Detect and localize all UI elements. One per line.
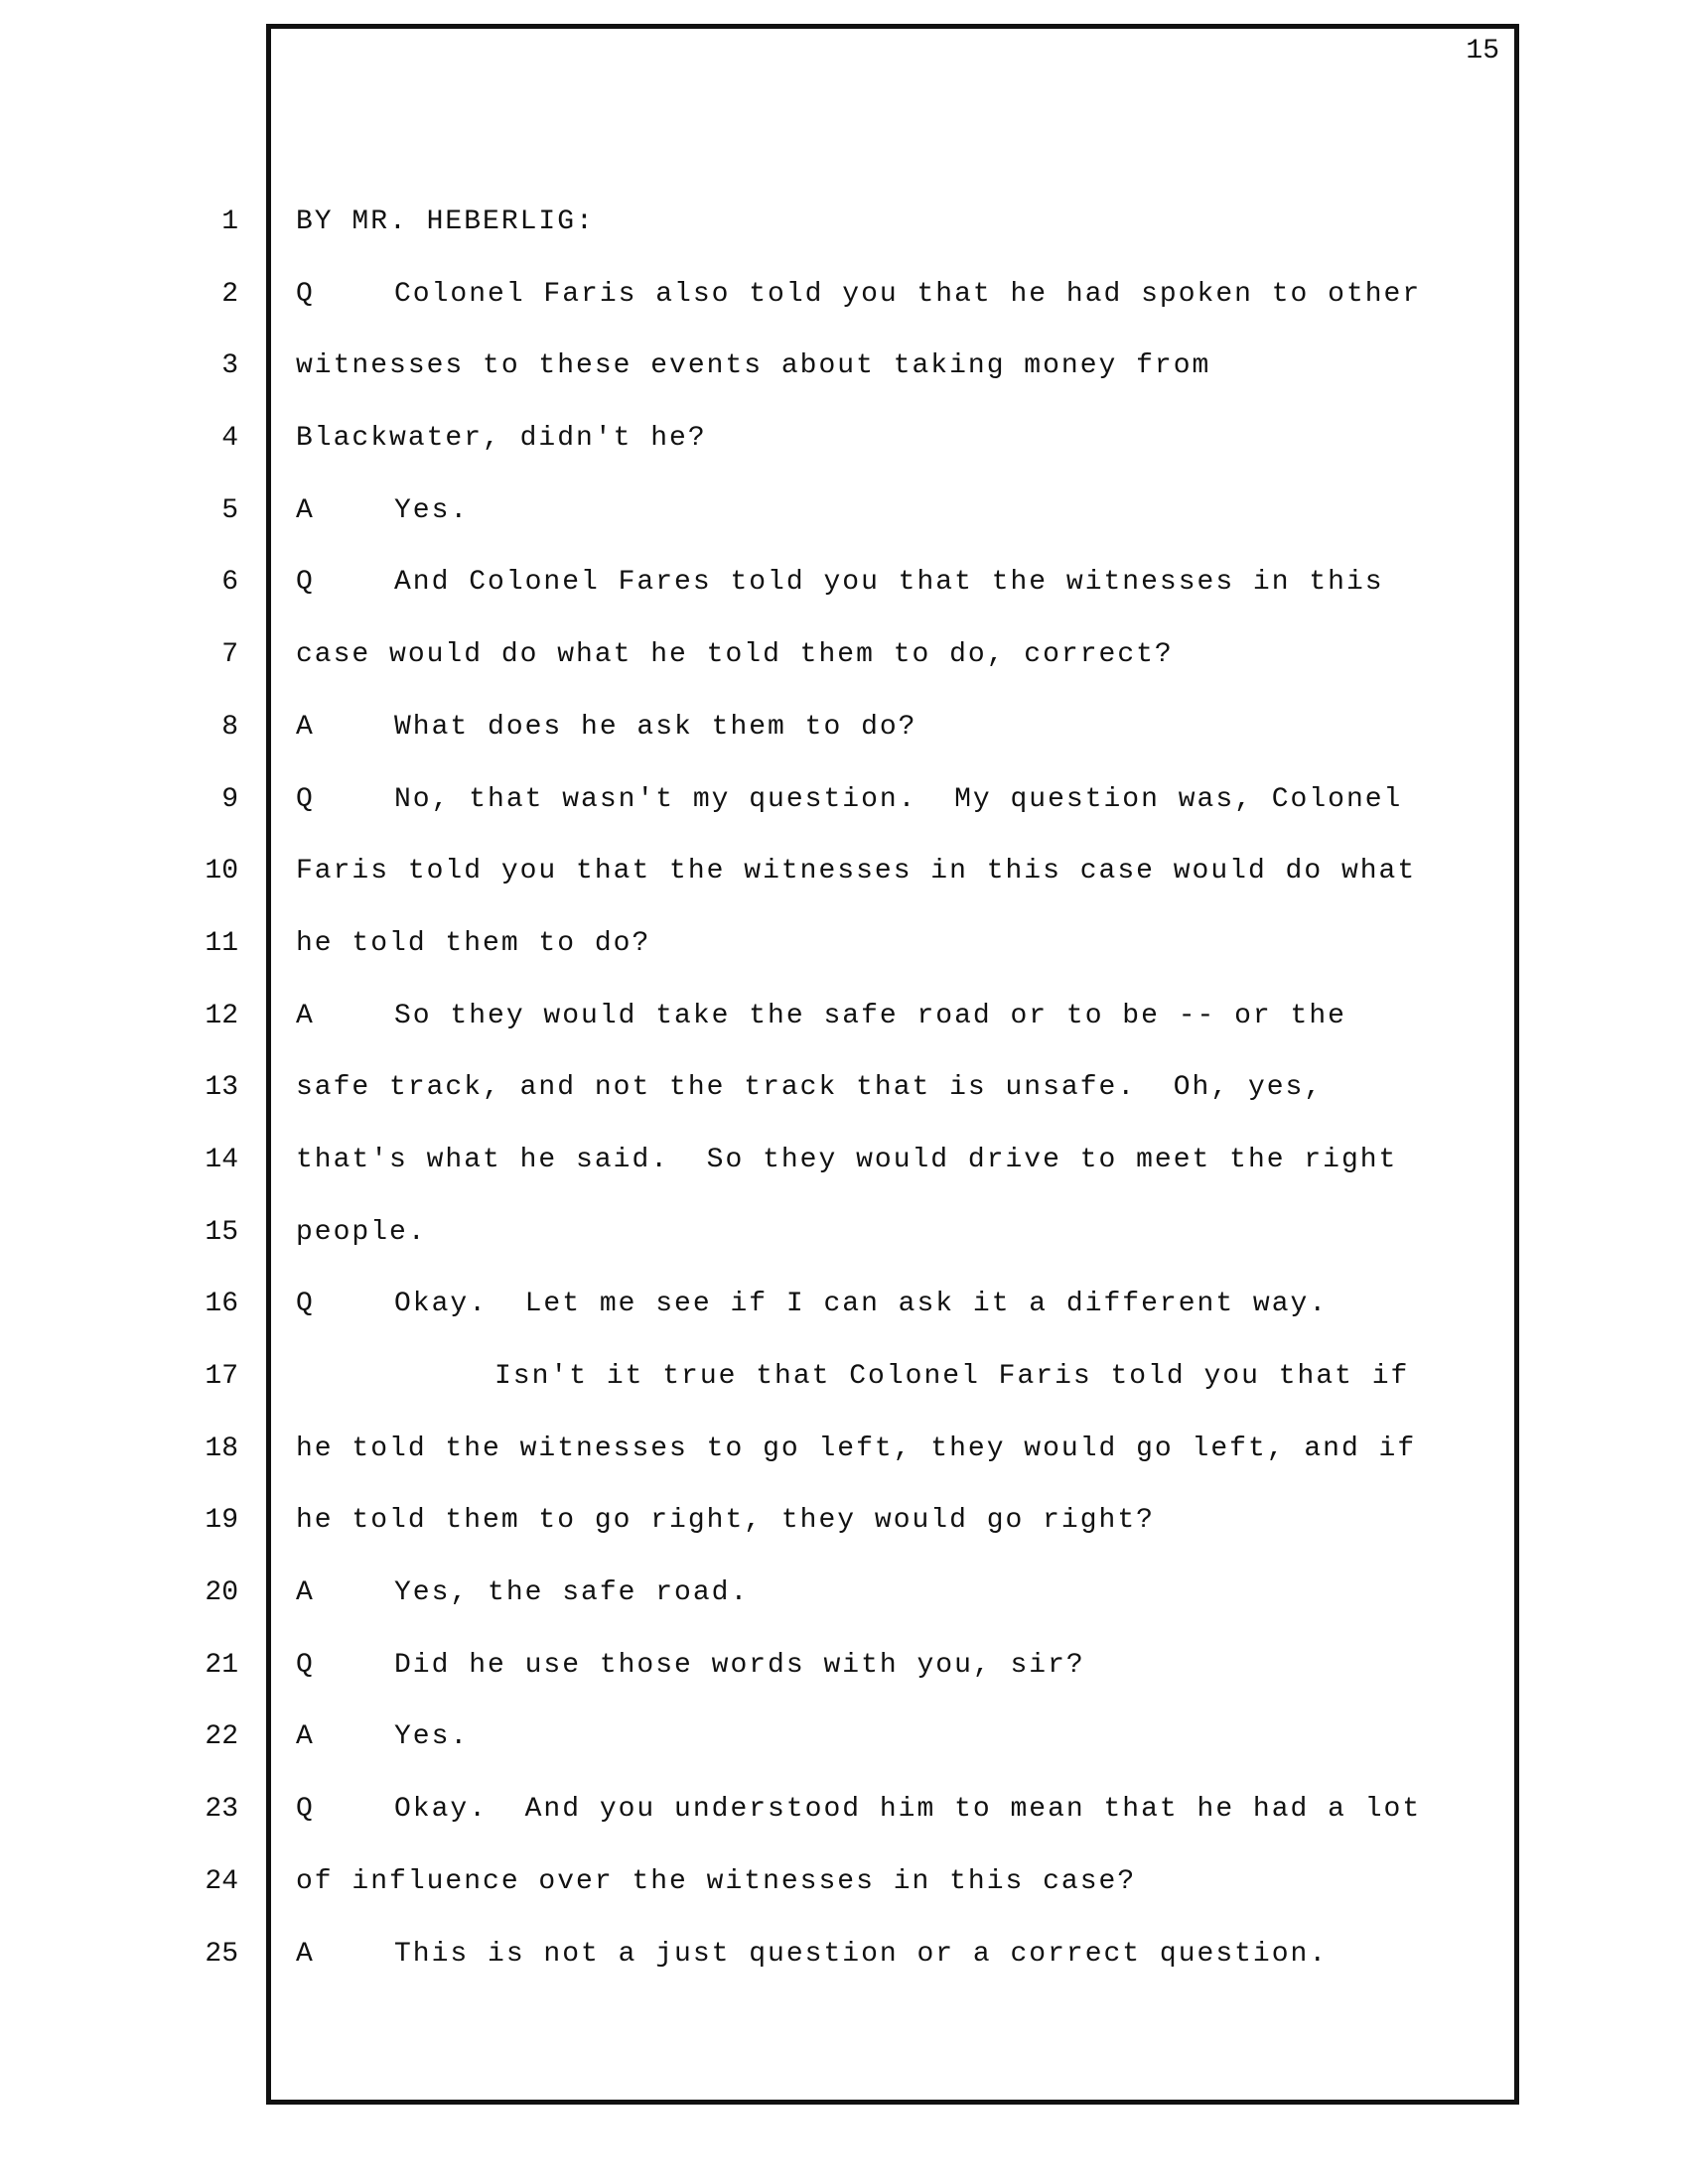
line-text: Did he use those words with you, sir? [394,1649,1085,1681]
line-number: 24 [205,1865,238,1897]
line-text: he told them to go right, they would go right? [296,1505,1155,1537]
transcript-line [296,1213,1497,1286]
line-text: So they would take the safe road or to be -- or the [394,1000,1346,1031]
transcript-line [296,1430,1497,1502]
line-number: 12 [205,1000,238,1031]
line-number: 7 [221,639,238,671]
line-text: safe track, and not the track that is unsafe. Oh, yes, [296,1072,1324,1104]
line-number: 10 [205,856,238,887]
speaker-label: Q [296,1794,315,1826]
line-number: 3 [221,350,238,382]
transcript-line [296,1790,1497,1862]
speaker-label: Q [296,783,315,815]
line-number: 2 [221,278,238,310]
line-number: 21 [205,1649,238,1681]
line-text: he told the witnesses to go left, they would go left, and if [296,1433,1417,1464]
line-number: 5 [221,494,238,526]
transcript-line [296,1285,1497,1357]
line-number: 20 [205,1577,238,1609]
line-number: 16 [205,1289,238,1320]
speaker-label: A [296,494,315,526]
line-number: 15 [205,1216,238,1248]
transcript-line [296,1717,1497,1790]
line-text: Faris told you that the witnesses in this case would do what [296,856,1417,887]
transcript-line [296,563,1497,635]
speaker-label: Q [296,1649,315,1681]
transcript-body [296,203,1497,2006]
transcript-line [296,1068,1497,1141]
line-text: BY MR. HEBERLIG: [296,206,595,237]
transcript-line [296,491,1497,564]
line-text: Yes, the safe road. [394,1577,750,1609]
transcript-line [296,1573,1497,1646]
line-number: 23 [205,1794,238,1826]
speaker-label: A [296,1000,315,1031]
line-text: Blackwater, didn't he? [296,423,707,455]
line-number: 17 [205,1361,238,1392]
line-number: 18 [205,1433,238,1464]
page-number: 15 [1466,36,1499,67]
transcript-line [296,275,1497,347]
speaker-label: A [296,711,315,743]
transcript-line [296,852,1497,924]
transcript-line [296,1141,1497,1213]
line-text: Isn't it true that Colonel Faris told you that if [494,1361,1410,1392]
line-text: Okay. Let me see if I can ask it a different way. [394,1289,1329,1320]
speaker-label: Q [296,1289,315,1320]
transcript-line [296,1935,1497,2007]
transcript-line [296,924,1497,997]
line-number: 4 [221,423,238,455]
transcript-line [296,1646,1497,1718]
speaker-label: A [296,1577,315,1609]
transcript-line [296,1357,1497,1430]
speaker-label: Q [296,567,315,599]
transcript-line [296,203,1497,275]
line-number: 14 [205,1144,238,1175]
transcript-line [296,419,1497,491]
line-text: that's what he said. So they would drive to meet the right [296,1144,1398,1175]
line-number-column [159,203,238,2006]
transcript-line [296,346,1497,419]
line-text: Yes. [394,1721,470,1753]
line-text: Yes. [394,494,470,526]
transcript-line [296,1501,1497,1573]
line-text: case would do what he told them to do, correct? [296,639,1174,671]
line-text: he told them to do? [296,927,651,959]
line-text: What does he ask them to do? [394,711,917,743]
speaker-label: A [296,1721,315,1753]
line-number: 8 [221,711,238,743]
line-number: 1 [221,206,238,237]
line-text: people. [296,1216,427,1248]
line-text: witnesses to these events about taking money from [296,350,1211,382]
transcript-line [296,635,1497,708]
transcript-line [296,997,1497,1069]
line-number: 13 [205,1072,238,1104]
line-text: Colonel Faris also told you that he had spoken to other [394,278,1422,310]
speaker-label: A [296,1938,315,1970]
line-text: No, that wasn't my question. My question was, Colonel [394,783,1403,815]
line-number: 6 [221,567,238,599]
transcript-line [296,1862,1497,1935]
line-number: 22 [205,1721,238,1753]
line-number: 9 [221,783,238,815]
line-text: Okay. And you understood him to mean that he had a lot [394,1794,1422,1826]
line-text: And Colonel Fares told you that the witnesses in this [394,567,1384,599]
line-number: 25 [205,1938,238,1970]
line-number: 19 [205,1505,238,1537]
transcript-line [296,780,1497,853]
transcript-line [296,708,1497,780]
line-text: This is not a just question or a correct question. [394,1938,1329,1970]
line-text: of influence over the witnesses in this case? [296,1865,1137,1897]
line-number: 11 [205,927,238,959]
speaker-label: Q [296,278,315,310]
